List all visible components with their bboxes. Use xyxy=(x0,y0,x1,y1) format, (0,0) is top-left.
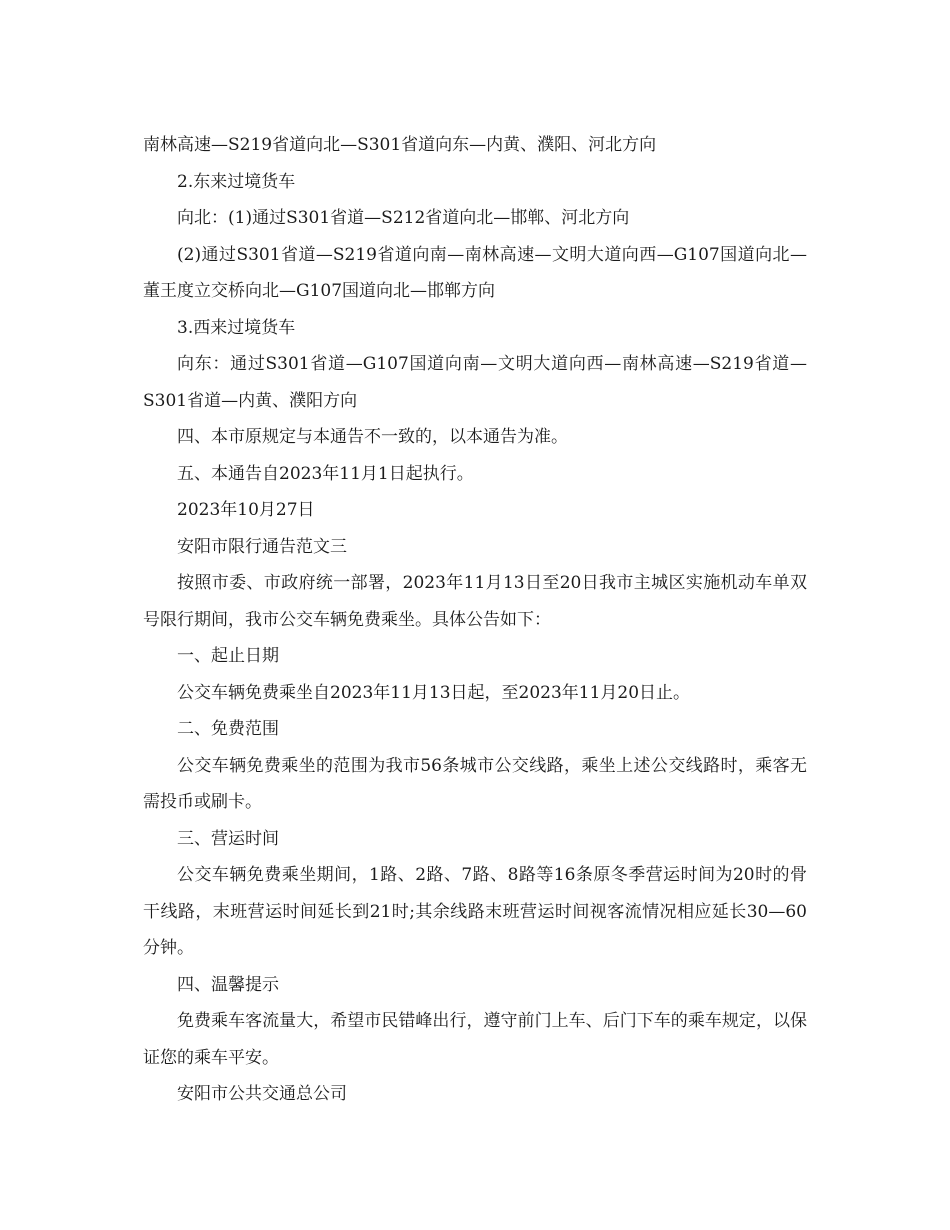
paragraph-east-trucks-heading: 2.东来过境货车 xyxy=(177,171,296,192)
paragraph-west-trucks-heading: 3.西来过境货车 xyxy=(177,317,296,338)
paragraph-route-continuation: 南林高速—S219省道向北—S301省道向东—内黄、濮阳、河北方向 xyxy=(143,135,657,155)
paragraph-intro: 按照市委、市政府统一部署，2023年11月13日至20日我市主城区实施机动车单双号限行期间，我市公交车辆免费乘坐。具体公告如下： xyxy=(143,573,807,630)
paragraph-east-route-2: (2)通过S301省道—S219省道向南—南林高速—文明大道向西—G107国道向北—董王度立交桥向北—G107国道向北—邯郸方向 xyxy=(143,244,807,301)
paragraph-section-dates: 公交车辆免费乘坐自2023年11月13日起，至2023年11月20日止。 xyxy=(177,682,691,703)
paragraph-section-tips-heading: 四、温馨提示 xyxy=(177,974,279,995)
paragraph-section-hours: 公交车辆免费乘坐期间，1路、2路、7路、8路等16条原冬季营运时间为20时的骨干线路，末班营运时间延长到21时;其余线路末班营运时间视客流情况相应延长30—60分钟。 xyxy=(143,865,807,958)
paragraph-section-scope-heading: 二、免费范围 xyxy=(177,719,279,739)
paragraph-section-scope: 公交车辆免费乘坐的范围为我市56条城市公交线路，乘坐上述公交线路时，乘客无需投币或刷卡。 xyxy=(143,755,807,812)
paragraph-section-dates-heading: 一、起止日期 xyxy=(177,646,279,666)
document-body xyxy=(143,127,807,1113)
paragraph-section-tips: 免费乘车客流量大，希望市民错峰出行，遵守前门上车、后门下车的乘车规定，以保证您的乘车平安。 xyxy=(143,1011,807,1068)
paragraph-date: 2023年10月27日 xyxy=(177,500,315,520)
paragraph-west-route: 向东：通过S301省道—G107国道向南—文明大道向西—南林高速—S219省道—S301省道—内黄、濮阳方向 xyxy=(143,354,807,411)
paragraph-sample-three-title: 安阳市限行通告范文三 xyxy=(177,536,347,557)
paragraph-rule-five: 五、本通告自2023年11月1日起执行。 xyxy=(177,463,474,484)
paragraph-east-route-1: 向北：(1)通过S301省道—S212省道向北—邯郸、河北方向 xyxy=(177,208,630,228)
paragraph-section-hours-heading: 三、营运时间 xyxy=(177,828,279,849)
paragraph-rule-four: 四、本市原规定与本通告不一致的，以本通告为准。 xyxy=(177,427,568,447)
paragraph-signature: 安阳市公共交通总公司 xyxy=(177,1084,347,1104)
